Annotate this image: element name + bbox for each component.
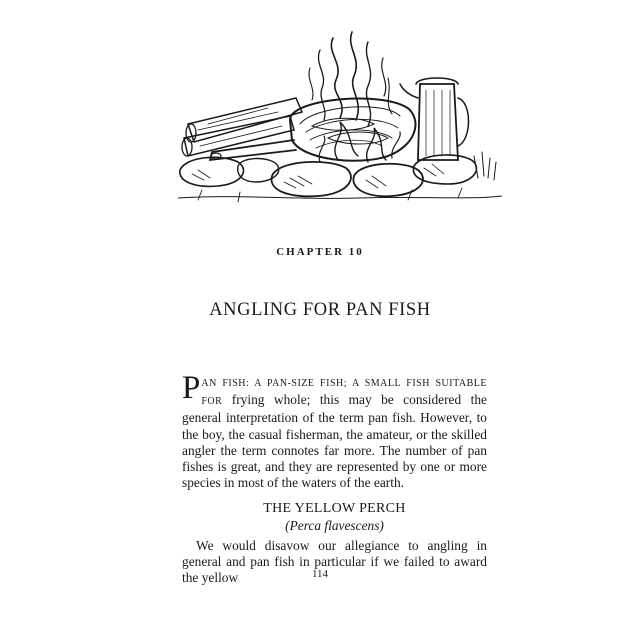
body-text [182, 370, 487, 586]
drop-cap: P [182, 370, 201, 406]
campfire-frying-pan-illustration [178, 28, 502, 218]
page-number: 114 [311, 568, 329, 580]
intro-text: frying whole; this may be considered the general interpretation of the term pan fish. However, to the boy, the casual fisherman, the amateur, or the skilled angler the term connotes far more. The number of pan fishes is great, and they are represented by one or more species in most of the waters of the earth. [182, 392, 487, 491]
section-subheading: (Perca flavescens) [285, 517, 384, 533]
intro-paragraph [182, 370, 487, 491]
chapter-number: CHAPTER 10 [276, 246, 364, 258]
section-heading: THE YELLOW PERCH [263, 501, 406, 517]
lead-in-small-caps: AN FISH: A PAN-SIZE FISH; A SMALL FISH SUITABLE FOR [201, 378, 487, 408]
section-paragraph: We would disavow our allegiance to angling in general and pan fish in particular if we failed to award the yellow [182, 537, 487, 586]
chapter-title: ANGLING FOR PAN FISH [209, 300, 431, 320]
